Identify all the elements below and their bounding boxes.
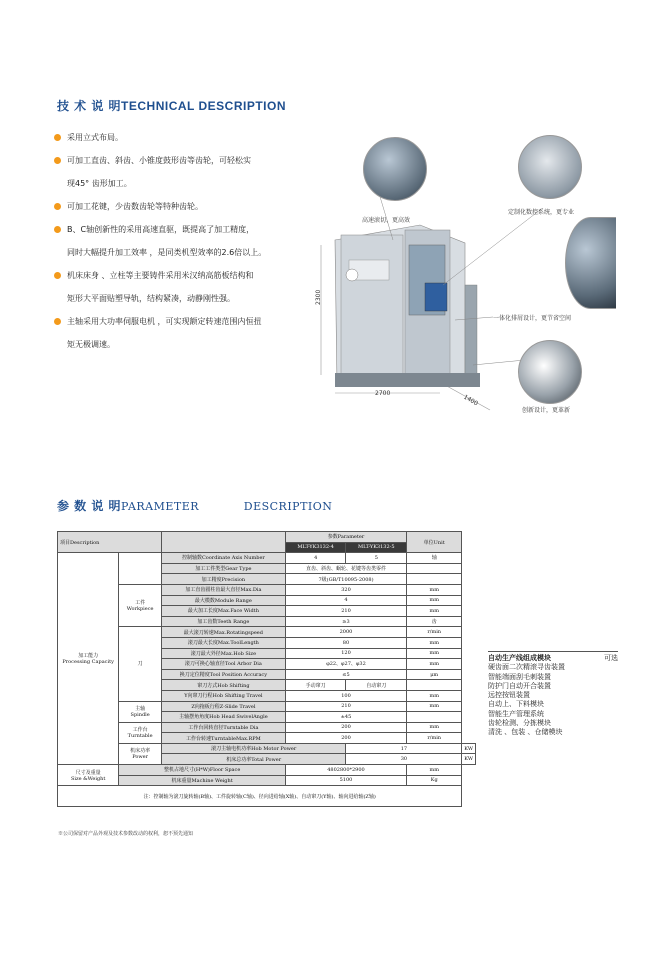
parameter-table bbox=[57, 531, 476, 807]
module-item: 清洗 、包装 、仓储模块 bbox=[488, 728, 563, 737]
table-row: 主轴摆角角度Hob Head SwivelAngle ±45 bbox=[58, 712, 476, 723]
table-row: 加工能力 Processing Capacity 控制轴数Coordinate Axis Number 4 5 轴 bbox=[58, 553, 476, 564]
bullet-dot-icon bbox=[54, 272, 61, 279]
table-row: 窜刀方式Hob Shifting 手动窜刀 自动窜刀 bbox=[58, 680, 476, 691]
callout-custom-cnc: 定制化数控系统，更专业 bbox=[508, 209, 575, 216]
chip-removal-photo bbox=[565, 217, 616, 309]
table-footer-row: 注：控制轴为滚刀旋转轴(B轴)、工件旋转轴(C轴)、径向进给轴(X轴)、自动窜刀(Y轴)、轴向进给轴(Z轴) bbox=[58, 786, 476, 807]
table-header-row: 项目Description 参数Parameter 单位Unit bbox=[58, 532, 476, 543]
table-row: 机床功率 Power 滚刀主轴电机功率Hob Motor Power 17 KW bbox=[58, 743, 476, 754]
table-row: 刀 最大滚刀转速Max.Rotatingspeed 2000 r/min bbox=[58, 627, 476, 638]
table-row: 机床重量Machine Weight 5100 Kg bbox=[58, 775, 476, 786]
module-item: 自动上、下料模块 bbox=[488, 700, 544, 709]
machine-illustration bbox=[315, 135, 615, 420]
bullet-dot-icon bbox=[54, 226, 61, 233]
feature-item: 机床床身 、立柱等主要铸件采用米汉纳高筋板结构和 矩形大平面贴塑导轨，结构紧凑，动静刚性强。 bbox=[54, 270, 304, 304]
table-row: 工作台转速TurntableMax.RPM 200 r/min bbox=[58, 733, 476, 744]
parameter-title-cn: 参 数 说 明 bbox=[57, 499, 122, 513]
module-item: 防护门自动开合装置 bbox=[488, 681, 551, 690]
modules-header: 自动生产线组成模块 可选 bbox=[488, 651, 618, 663]
bullet-dot-icon bbox=[54, 134, 61, 141]
table-row: 工件 Workpiece 加工直齿圆柱齿最大直径Max.Dia 320 mm bbox=[58, 584, 476, 595]
feature-item: 采用立式布局。 bbox=[54, 132, 304, 143]
module-item: 智能端面刮毛刺装置 bbox=[488, 672, 551, 681]
parameter-title-en2: DESCRIPTION bbox=[243, 500, 333, 513]
table-row: 工作台 Turntable 工作台回转直径Turntable Dia 200 mm bbox=[58, 722, 476, 733]
modules-list bbox=[488, 651, 618, 738]
technical-title-en: TECHNICAL DESCRIPTION bbox=[121, 99, 286, 113]
innovative-design-photo bbox=[518, 340, 582, 404]
table-row: Y向窜刀行程Hob Shifting Travel 100 mm bbox=[58, 690, 476, 701]
module-item: 智能生产管理系统 bbox=[488, 709, 544, 718]
dim-height: 2300 bbox=[315, 289, 322, 305]
technical-title bbox=[57, 97, 286, 114]
cnc-system-photo bbox=[518, 135, 582, 199]
feature-item: 可加工直齿、斜齿、小锥度鼓形齿等齿轮，可轻松实 现45° 齿形加工。 bbox=[54, 155, 304, 189]
table-row: 滚刀可换心轴直径Tool Arbor Dia φ22、φ27、φ32 mm bbox=[58, 659, 476, 670]
feature-item: 主轴采用大功率伺服电机 ，可实现额定转速范围内恒扭 矩无极调速。 bbox=[54, 316, 304, 350]
table-row: 滚刀最大外径Max.Hob Size 120 mm bbox=[58, 648, 476, 659]
table-row: 机床总功率Total Power 30 KW bbox=[58, 754, 476, 765]
high-speed-hob-photo bbox=[363, 137, 427, 201]
table-row: 滚刀最大长度Max.ToolLength 80 mm bbox=[58, 637, 476, 648]
parameter-title bbox=[57, 497, 332, 514]
table-row: 换刀定位精度Tool Position Accuracy ≤5 μm bbox=[58, 669, 476, 680]
callout-integrated: 一体化排屑设计，更节省空间 bbox=[493, 315, 572, 322]
dim-depth: 1400 bbox=[462, 393, 480, 408]
parameter-title-en1: PARAMETER bbox=[121, 500, 200, 513]
bullet-dot-icon bbox=[54, 157, 61, 164]
feature-list bbox=[54, 132, 304, 362]
disclaimer: ※公司保留对产品外观及技术参数改动的权利，恕不预先通知 bbox=[58, 831, 194, 837]
feature-item: B、C轴创新性的采用高速直驱，既提高了加工精度， 同时大幅提升加工效率 ，是同类机型效率的2.6倍以上。 bbox=[54, 224, 304, 258]
module-item: 齿轮检测、分拣模块 bbox=[488, 719, 551, 728]
technical-title-cn: 技 术 说 明 bbox=[57, 99, 122, 113]
bullet-dot-icon bbox=[54, 318, 61, 325]
callout-innovative: 创新设计，更革新 bbox=[522, 407, 571, 414]
callout-high-speed: 高速滚切、更高效 bbox=[362, 217, 411, 224]
table-row: 加工齿数Teeth Range ≥3 齿 bbox=[58, 616, 476, 627]
module-item: 远控按钮装置 bbox=[488, 691, 530, 700]
table-row: 最大模数Module Range 4 mm bbox=[58, 595, 476, 606]
table-row: 尺寸及重量 Size &Weight 整机占地尺寸(H*W)Floor Space 4802800*2900 mm bbox=[58, 765, 476, 776]
dim-width: 2700 bbox=[375, 390, 391, 397]
feature-item: 可加工花键，少齿数齿轮等特种齿轮。 bbox=[54, 201, 304, 212]
table-header-row: MLT-YK3132-4 MLT-YK3132-5 bbox=[58, 542, 476, 553]
bullet-dot-icon bbox=[54, 203, 61, 210]
table-row: 主轴 Spindle Z向拖板行程Z-Slide Travel 210 mm bbox=[58, 701, 476, 712]
table-row: 加工工件类型Gear Type 直齿、斜齿、蜗轮、花键等齿类零件 bbox=[58, 563, 476, 574]
table-row: 最大加工长度Max.Face Width 210 mm bbox=[58, 606, 476, 617]
module-item: 硬齿面二次精滚寻齿装置 bbox=[488, 663, 565, 672]
table-row: 加工精度Precision 7级(GB/T10095-2008) bbox=[58, 574, 476, 585]
